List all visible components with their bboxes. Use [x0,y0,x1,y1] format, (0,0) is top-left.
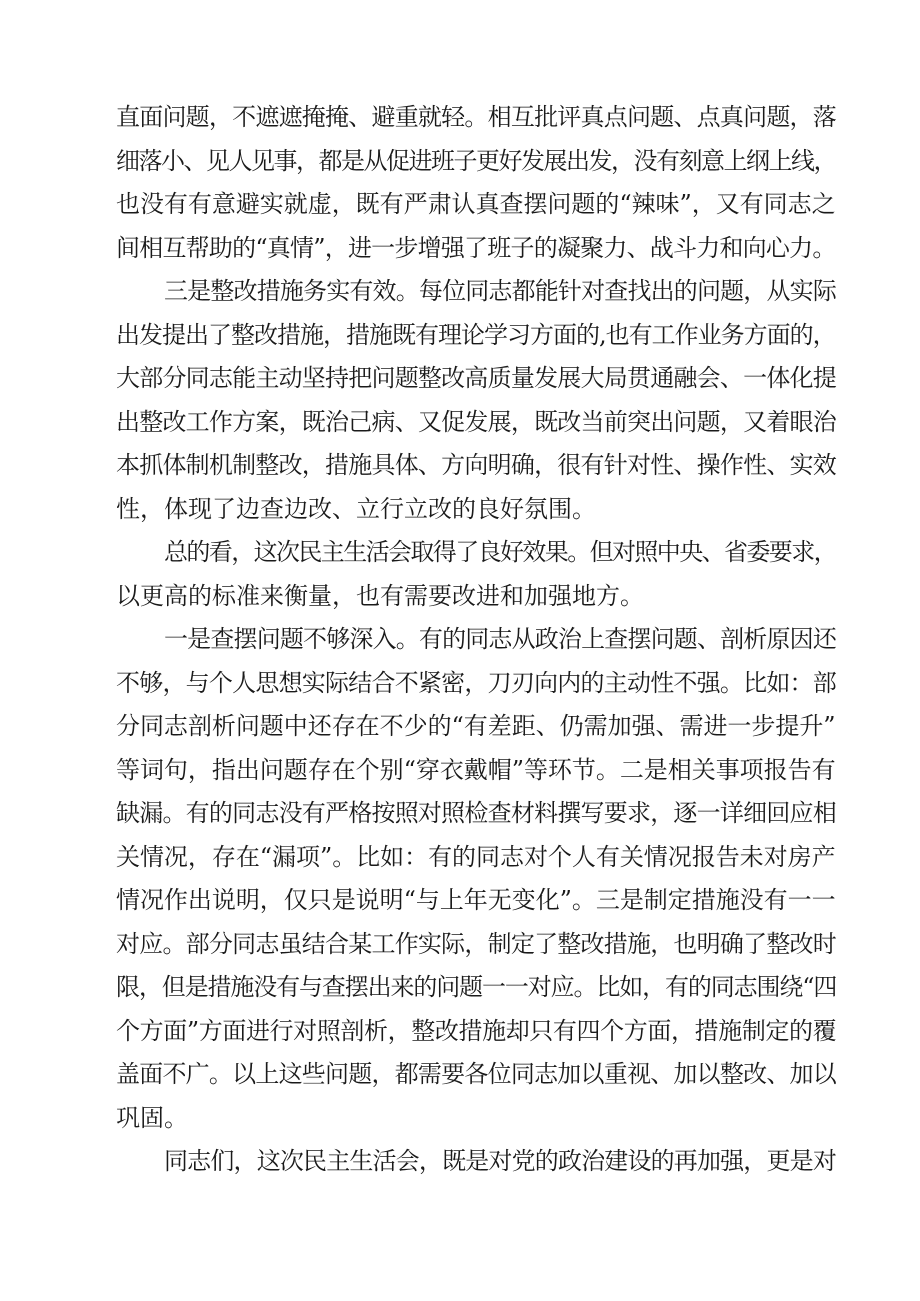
text-line: 同志们，这次民主生活会，既是对党的政治建设的再加强，更是对 [164,1147,836,1175]
text-line: 分同志剖析问题中还存在不少的“有差距、仍需加强、需进一步提升” [116,712,836,740]
text-line: 直面问题，不遮遮掩掩、避重就轻。相互批评真点问题、点真问题，落 [116,103,837,131]
text-line: 本抓体制机制整改，措施具体、方向明确，很有针对性、操作性、实效 [116,451,837,479]
paragraph [116,270,836,531]
text-line: 三是整改措施务实有效。每位同志都能针对查找出的问题，从实际 [164,277,836,305]
text-line: 也没有有意避实就虚，既有严肃认真查摆问题的“辣味”，又有同志之 [116,190,836,218]
text-line: 限，但是措施没有与查摆出来的问题一一对应。比如，有的同志围绕“四 [116,973,837,1001]
text-line: 大部分同志能主动坚持把问题整改高质量发展大局贯通融会、一体化提 [116,364,837,392]
text-line: 一是查摆问题不够深入。有的同志从政治上查摆问题、剖析原因还 [164,625,836,653]
text-line: 间相互帮助的“真情”，进一步增强了班子的凝聚力、战斗力和向心力。 [116,233,836,262]
paragraph [116,531,836,618]
text-line: 出发提出了整改措施，措施既有理论学习方面的,也有工作业务方面的， [116,320,836,349]
text-line: 缺漏。有的同志没有严格按照对照检查材料撰写要求，逐一详细回应相 [116,799,837,827]
paragraph [116,96,836,270]
paragraph [116,618,836,1140]
text-line: 不够，与个人思想实际结合不紧密，刀刃向内的主动性不强。比如：部 [116,668,837,697]
text-line: 对应。部分同志虽结合某工作实际，制定了整改措施，也明确了整改时 [116,929,837,958]
text-line: 关情况，存在“漏项”。比如：有的同志对个人有关情况报告未对房产 [116,842,836,871]
paragraph [116,1140,836,1184]
text-line: 个方面”方面进行对照剖析，整改措施却只有四个方面，措施制定的覆 [116,1016,837,1045]
text-line: 总的看，这次民主生活会取得了良好效果。但对照中央、省委要求， [164,538,836,566]
text-line: 出整改工作方案，既治己病、又促发展，既改当前突出问题，又着眼治 [116,407,837,436]
text-line: 细落小、见人见事，都是从促进班子更好发展出发，没有刻意上纲上线， [116,146,836,175]
text-line: 以更高的标准来衡量，也有需要改进和加强地方。 [116,581,644,610]
text-line: 等词句，指出问题存在个别“穿衣戴帽”等环节。二是相关事项报告有 [116,755,836,784]
text-line: 盖面不广。以上这些问题，都需要各位同志加以重视、加以整改、加以 [116,1060,837,1088]
text-line: 性，体现了边查边改、立行立改的良好氛围。 [116,494,596,523]
document-body [116,96,836,1184]
text-line: 情况作出说明，仅只是说明“与上年无变化”。三是制定措施没有一一 [116,886,836,914]
text-line: 巩固。 [116,1103,188,1132]
